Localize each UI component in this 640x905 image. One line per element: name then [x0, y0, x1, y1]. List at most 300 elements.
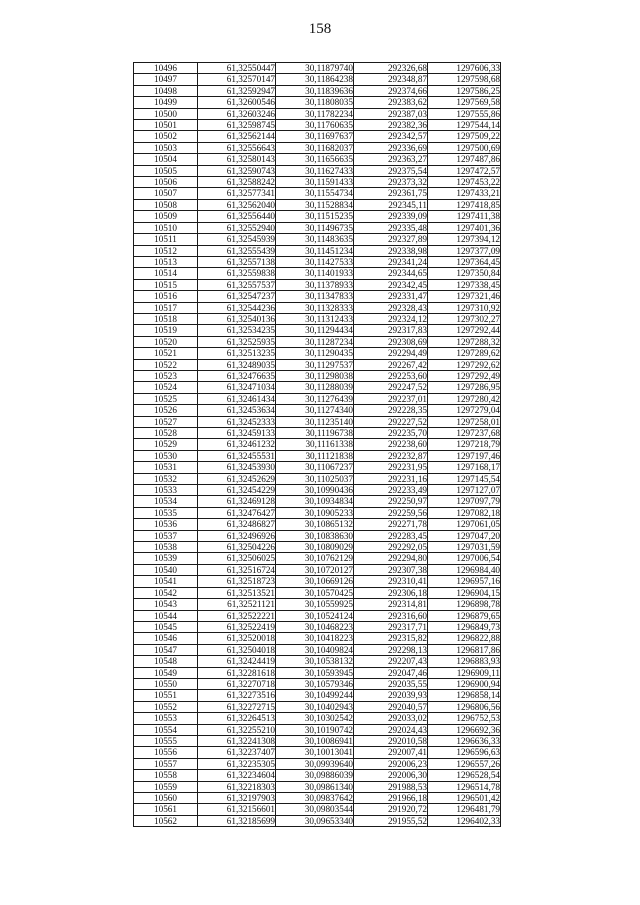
table-row — [134, 644, 501, 655]
coord-x-cell: 292345,11 — [354, 199, 428, 210]
coord-y-cell: 1297280,42 — [428, 393, 501, 404]
coord-y-cell: 1296883,93 — [428, 656, 501, 667]
latitude-cell: 61,32592947 — [198, 85, 276, 96]
table-row — [134, 462, 501, 473]
table-row — [134, 108, 501, 119]
longitude-cell: 30,11760635 — [276, 120, 354, 131]
longitude-cell: 30,11297537 — [276, 359, 354, 370]
longitude-cell: 30,09886039 — [276, 770, 354, 781]
longitude-cell: 30,11290435 — [276, 348, 354, 359]
latitude-cell: 61,32273516 — [198, 690, 276, 701]
latitude-cell: 61,32469128 — [198, 496, 276, 507]
coord-x-cell: 292267,42 — [354, 359, 428, 370]
latitude-cell: 61,32522221 — [198, 610, 276, 621]
point-number-cell: 10551 — [134, 690, 198, 701]
point-number-cell: 10560 — [134, 793, 198, 804]
latitude-cell: 61,32496926 — [198, 530, 276, 541]
longitude-cell: 30,11235140 — [276, 416, 354, 427]
table-row — [134, 599, 501, 610]
coord-x-cell: 292316,60 — [354, 610, 428, 621]
latitude-cell: 61,32235305 — [198, 758, 276, 769]
coord-x-cell: 292335,48 — [354, 222, 428, 233]
point-number-cell: 10497 — [134, 74, 198, 85]
longitude-cell: 30,09861340 — [276, 781, 354, 792]
point-number-cell: 10554 — [134, 724, 198, 735]
coord-y-cell: 1297377,09 — [428, 245, 501, 256]
coord-x-cell: 292253,60 — [354, 370, 428, 381]
latitude-cell: 61,32547237 — [198, 291, 276, 302]
point-number-cell: 10545 — [134, 621, 198, 632]
table-row — [134, 428, 501, 439]
point-number-cell: 10548 — [134, 656, 198, 667]
latitude-cell: 61,32461434 — [198, 393, 276, 404]
point-number-cell: 10522 — [134, 359, 198, 370]
latitude-cell: 61,32525935 — [198, 336, 276, 347]
coord-x-cell: 292006,30 — [354, 770, 428, 781]
longitude-cell: 30,11161338 — [276, 439, 354, 450]
table-row — [134, 165, 501, 176]
table-row — [134, 370, 501, 381]
latitude-cell: 61,32521121 — [198, 599, 276, 610]
longitude-cell: 30,09653340 — [276, 815, 354, 826]
coord-x-cell: 292040,57 — [354, 701, 428, 712]
point-number-cell: 10515 — [134, 279, 198, 290]
coord-y-cell: 1296806,56 — [428, 701, 501, 712]
point-number-cell: 10505 — [134, 165, 198, 176]
coord-x-cell: 292007,41 — [354, 747, 428, 758]
longitude-cell: 30,11554734 — [276, 188, 354, 199]
coord-x-cell: 292283,45 — [354, 530, 428, 541]
coord-y-cell: 1297606,33 — [428, 63, 501, 74]
coord-y-cell: 1297127,07 — [428, 485, 501, 496]
latitude-cell: 61,32486827 — [198, 519, 276, 530]
coord-y-cell: 1297364,45 — [428, 256, 501, 267]
latitude-cell: 61,32516724 — [198, 564, 276, 575]
coord-y-cell: 1297569,58 — [428, 97, 501, 108]
coord-x-cell: 292314,81 — [354, 599, 428, 610]
latitude-cell: 61,32562144 — [198, 131, 276, 142]
coord-y-cell: 1297289,62 — [428, 348, 501, 359]
table-row — [134, 758, 501, 769]
table-row — [134, 519, 501, 530]
coord-x-cell: 292227,52 — [354, 416, 428, 427]
latitude-cell: 61,32603246 — [198, 108, 276, 119]
latitude-cell: 61,32504018 — [198, 644, 276, 655]
table-row — [134, 678, 501, 689]
point-number-cell: 10514 — [134, 268, 198, 279]
latitude-cell: 61,32598745 — [198, 120, 276, 131]
table-row — [134, 553, 501, 564]
latitude-cell: 61,32504226 — [198, 542, 276, 553]
longitude-cell: 30,10559925 — [276, 599, 354, 610]
table-row — [134, 450, 501, 461]
point-number-cell: 10535 — [134, 507, 198, 518]
coord-x-cell: 292374,66 — [354, 85, 428, 96]
coord-x-cell: 292307,38 — [354, 564, 428, 575]
coord-y-cell: 1296528,54 — [428, 770, 501, 781]
table-row — [134, 63, 501, 74]
longitude-cell: 30,11627433 — [276, 165, 354, 176]
point-number-cell: 10549 — [134, 667, 198, 678]
coord-y-cell: 1297350,84 — [428, 268, 501, 279]
point-number-cell: 10550 — [134, 678, 198, 689]
table-row — [134, 279, 501, 290]
latitude-cell: 61,32506025 — [198, 553, 276, 564]
longitude-cell: 30,11591433 — [276, 177, 354, 188]
latitude-cell: 61,32454229 — [198, 485, 276, 496]
latitude-cell: 61,32562040 — [198, 199, 276, 210]
longitude-cell: 30,11067237 — [276, 462, 354, 473]
latitude-cell: 61,32218303 — [198, 781, 276, 792]
table-row — [134, 621, 501, 632]
longitude-cell: 30,10190742 — [276, 724, 354, 735]
coord-x-cell: 292233,49 — [354, 485, 428, 496]
coord-y-cell: 1296514,78 — [428, 781, 501, 792]
coord-y-cell: 1297586,25 — [428, 85, 501, 96]
table-row — [134, 530, 501, 541]
longitude-cell: 30,11697637 — [276, 131, 354, 142]
latitude-cell: 61,32452333 — [198, 416, 276, 427]
point-number-cell: 10553 — [134, 713, 198, 724]
latitude-cell: 61,32471034 — [198, 382, 276, 393]
point-number-cell: 10503 — [134, 142, 198, 153]
latitude-cell: 61,32570147 — [198, 74, 276, 85]
latitude-cell: 61,32518723 — [198, 576, 276, 587]
table-row — [134, 781, 501, 792]
table-row — [134, 336, 501, 347]
point-number-cell: 10531 — [134, 462, 198, 473]
latitude-cell: 61,32476635 — [198, 370, 276, 381]
longitude-cell: 30,11808035 — [276, 97, 354, 108]
coord-x-cell: 292331,47 — [354, 291, 428, 302]
latitude-cell: 61,32452629 — [198, 473, 276, 484]
longitude-cell: 30,11427533 — [276, 256, 354, 267]
longitude-cell: 30,10579346 — [276, 678, 354, 689]
coord-x-cell: 291988,53 — [354, 781, 428, 792]
longitude-cell: 30,11378933 — [276, 279, 354, 290]
longitude-cell: 30,11515235 — [276, 211, 354, 222]
table-row — [134, 576, 501, 587]
point-number-cell: 10559 — [134, 781, 198, 792]
coord-x-cell: 292232,87 — [354, 450, 428, 461]
coord-x-cell: 292271,78 — [354, 519, 428, 530]
coord-x-cell: 292308,69 — [354, 336, 428, 347]
table-row — [134, 747, 501, 758]
coordinate-table-body — [134, 63, 501, 827]
page-number: 158 — [308, 21, 332, 37]
latitude-cell: 61,32513235 — [198, 348, 276, 359]
coord-x-cell: 292373,32 — [354, 177, 428, 188]
table-row — [134, 473, 501, 484]
point-number-cell: 10543 — [134, 599, 198, 610]
point-number-cell: 10511 — [134, 234, 198, 245]
point-number-cell: 10538 — [134, 542, 198, 553]
coord-y-cell: 1297433,21 — [428, 188, 501, 199]
coord-y-cell: 1297401,36 — [428, 222, 501, 233]
table-row — [134, 222, 501, 233]
coord-x-cell: 292317,71 — [354, 621, 428, 632]
longitude-cell: 30,10905233 — [276, 507, 354, 518]
coord-x-cell: 292039,93 — [354, 690, 428, 701]
coord-x-cell: 292348,87 — [354, 74, 428, 85]
point-number-cell: 10517 — [134, 302, 198, 313]
point-number-cell: 10507 — [134, 188, 198, 199]
coord-x-cell: 292238,60 — [354, 439, 428, 450]
coord-x-cell: 292324,12 — [354, 313, 428, 324]
longitude-cell: 30,10934834 — [276, 496, 354, 507]
coord-y-cell: 1296692,36 — [428, 724, 501, 735]
longitude-cell: 30,10086941 — [276, 735, 354, 746]
table-row — [134, 735, 501, 746]
coord-x-cell: 292344,65 — [354, 268, 428, 279]
coord-y-cell: 1296849,73 — [428, 621, 501, 632]
point-number-cell: 10521 — [134, 348, 198, 359]
table-row — [134, 188, 501, 199]
coord-x-cell: 292326,68 — [354, 63, 428, 74]
coord-y-cell: 1297168,17 — [428, 462, 501, 473]
table-row — [134, 234, 501, 245]
coord-y-cell: 1297500,69 — [428, 142, 501, 153]
latitude-cell: 61,32489035 — [198, 359, 276, 370]
latitude-cell: 61,32270718 — [198, 678, 276, 689]
coord-y-cell: 1296900,94 — [428, 678, 501, 689]
point-number-cell: 10527 — [134, 416, 198, 427]
coord-x-cell: 292207,43 — [354, 656, 428, 667]
longitude-cell: 30,09939640 — [276, 758, 354, 769]
table-row — [134, 97, 501, 108]
coord-y-cell: 1297279,04 — [428, 405, 501, 416]
point-number-cell: 10519 — [134, 325, 198, 336]
coord-y-cell: 1297544,14 — [428, 120, 501, 131]
longitude-cell: 30,10468223 — [276, 621, 354, 632]
point-number-cell: 10513 — [134, 256, 198, 267]
table-row — [134, 496, 501, 507]
coord-x-cell: 291955,52 — [354, 815, 428, 826]
table-row — [134, 485, 501, 496]
coord-y-cell: 1297286,95 — [428, 382, 501, 393]
coord-x-cell: 292294,80 — [354, 553, 428, 564]
coord-x-cell: 292231,16 — [354, 473, 428, 484]
table-row — [134, 564, 501, 575]
latitude-cell: 61,32185699 — [198, 815, 276, 826]
latitude-cell: 61,32550447 — [198, 63, 276, 74]
coord-x-cell: 292250,97 — [354, 496, 428, 507]
point-number-cell: 10508 — [134, 199, 198, 210]
longitude-cell: 30,10762129 — [276, 553, 354, 564]
table-row — [134, 74, 501, 85]
longitude-cell: 30,10499244 — [276, 690, 354, 701]
table-row — [134, 85, 501, 96]
point-number-cell: 10526 — [134, 405, 198, 416]
coord-x-cell: 292235,70 — [354, 428, 428, 439]
longitude-cell: 30,10013041 — [276, 747, 354, 758]
point-number-cell: 10504 — [134, 154, 198, 165]
point-number-cell: 10502 — [134, 131, 198, 142]
longitude-cell: 30,11288039 — [276, 382, 354, 393]
table-row — [134, 542, 501, 553]
coord-y-cell: 1297453,22 — [428, 177, 501, 188]
point-number-cell: 10518 — [134, 313, 198, 324]
latitude-cell: 61,32453930 — [198, 462, 276, 473]
coord-x-cell: 292317,83 — [354, 325, 428, 336]
table-row — [134, 793, 501, 804]
longitude-cell: 30,11656635 — [276, 154, 354, 165]
coord-x-cell: 292327,89 — [354, 234, 428, 245]
coord-y-cell: 1296984,40 — [428, 564, 501, 575]
point-number-cell: 10540 — [134, 564, 198, 575]
longitude-cell: 30,11328333 — [276, 302, 354, 313]
table-row — [134, 439, 501, 450]
coord-y-cell: 1297509,22 — [428, 131, 501, 142]
longitude-cell: 30,10990436 — [276, 485, 354, 496]
coord-x-cell: 292228,35 — [354, 405, 428, 416]
latitude-cell: 61,32241308 — [198, 735, 276, 746]
latitude-cell: 61,32540136 — [198, 313, 276, 324]
coord-y-cell: 1296957,16 — [428, 576, 501, 587]
table-row — [134, 325, 501, 336]
latitude-cell: 61,32556440 — [198, 211, 276, 222]
coord-x-cell: 292231,95 — [354, 462, 428, 473]
coord-y-cell: 1296858,14 — [428, 690, 501, 701]
coord-x-cell: 292237,01 — [354, 393, 428, 404]
coord-y-cell: 1297394,12 — [428, 234, 501, 245]
longitude-cell: 30,11879740 — [276, 63, 354, 74]
coord-y-cell: 1296501,42 — [428, 793, 501, 804]
table-row — [134, 633, 501, 644]
coord-x-cell: 292336,69 — [354, 142, 428, 153]
table-row — [134, 154, 501, 165]
coord-x-cell: 292341,24 — [354, 256, 428, 267]
coord-y-cell: 1296481,79 — [428, 804, 501, 815]
longitude-cell: 30,10302542 — [276, 713, 354, 724]
longitude-cell: 30,11347833 — [276, 291, 354, 302]
latitude-cell: 61,32600546 — [198, 97, 276, 108]
longitude-cell: 30,11274340 — [276, 405, 354, 416]
coord-y-cell: 1297310,92 — [428, 302, 501, 313]
longitude-cell: 30,11298038 — [276, 370, 354, 381]
point-number-cell: 10520 — [134, 336, 198, 347]
coord-y-cell: 1297061,05 — [428, 519, 501, 530]
point-number-cell: 10498 — [134, 85, 198, 96]
latitude-cell: 61,32476427 — [198, 507, 276, 518]
latitude-cell: 61,32459133 — [198, 428, 276, 439]
coord-y-cell: 1297418,85 — [428, 199, 501, 210]
latitude-cell: 61,32557138 — [198, 256, 276, 267]
longitude-cell: 30,10402943 — [276, 701, 354, 712]
point-number-cell: 10525 — [134, 393, 198, 404]
table-row — [134, 313, 501, 324]
table-row — [134, 667, 501, 678]
coord-x-cell: 292363,27 — [354, 154, 428, 165]
longitude-cell: 30,11483635 — [276, 234, 354, 245]
longitude-cell: 30,11294434 — [276, 325, 354, 336]
coord-y-cell: 1296904,15 — [428, 587, 501, 598]
latitude-cell: 61,32520018 — [198, 633, 276, 644]
coord-y-cell: 1297047,20 — [428, 530, 501, 541]
point-number-cell: 10561 — [134, 804, 198, 815]
coord-x-cell: 292294,49 — [354, 348, 428, 359]
longitude-cell: 30,11196738 — [276, 428, 354, 439]
coord-x-cell: 292259,56 — [354, 507, 428, 518]
latitude-cell: 61,32559838 — [198, 268, 276, 279]
table-row — [134, 770, 501, 781]
coord-x-cell: 292328,43 — [354, 302, 428, 313]
point-number-cell: 10524 — [134, 382, 198, 393]
table-row — [134, 587, 501, 598]
longitude-cell: 30,11312433 — [276, 313, 354, 324]
point-number-cell: 10537 — [134, 530, 198, 541]
coord-x-cell: 292010,58 — [354, 735, 428, 746]
coord-y-cell: 1297487,86 — [428, 154, 501, 165]
coord-y-cell: 1297338,45 — [428, 279, 501, 290]
latitude-cell: 61,32197903 — [198, 793, 276, 804]
coord-y-cell: 1297097,79 — [428, 496, 501, 507]
point-number-cell: 10523 — [134, 370, 198, 381]
point-number-cell: 10562 — [134, 815, 198, 826]
table-row — [134, 393, 501, 404]
latitude-cell: 61,32455531 — [198, 450, 276, 461]
longitude-cell: 30,11782234 — [276, 108, 354, 119]
point-number-cell: 10541 — [134, 576, 198, 587]
coord-x-cell: 292033,02 — [354, 713, 428, 724]
longitude-cell: 30,11496735 — [276, 222, 354, 233]
longitude-cell: 30,11528834 — [276, 199, 354, 210]
longitude-cell: 30,11451234 — [276, 245, 354, 256]
latitude-cell: 61,32461232 — [198, 439, 276, 450]
table-row — [134, 690, 501, 701]
table-row — [134, 268, 501, 279]
latitude-cell: 61,32255210 — [198, 724, 276, 735]
point-number-cell: 10536 — [134, 519, 198, 530]
coord-x-cell: 292035,55 — [354, 678, 428, 689]
longitude-cell: 30,10524124 — [276, 610, 354, 621]
coord-y-cell: 1296402,33 — [428, 815, 501, 826]
longitude-cell: 30,10570425 — [276, 587, 354, 598]
longitude-cell: 30,10538132 — [276, 656, 354, 667]
table-row — [134, 199, 501, 210]
latitude-cell: 61,32424419 — [198, 656, 276, 667]
latitude-cell: 61,32264513 — [198, 713, 276, 724]
table-row — [134, 656, 501, 667]
table-row — [134, 416, 501, 427]
coord-y-cell: 1296879,65 — [428, 610, 501, 621]
coord-y-cell: 1296822,88 — [428, 633, 501, 644]
longitude-cell: 30,11682037 — [276, 142, 354, 153]
point-number-cell: 10555 — [134, 735, 198, 746]
coord-x-cell: 292315,82 — [354, 633, 428, 644]
point-number-cell: 10528 — [134, 428, 198, 439]
longitude-cell: 30,11839636 — [276, 85, 354, 96]
point-number-cell: 10512 — [134, 245, 198, 256]
coord-y-cell: 1297031,59 — [428, 542, 501, 553]
coord-x-cell: 291920,72 — [354, 804, 428, 815]
point-number-cell: 10558 — [134, 770, 198, 781]
table-row — [134, 142, 501, 153]
coord-y-cell: 1297218,79 — [428, 439, 501, 450]
latitude-cell: 61,32544236 — [198, 302, 276, 313]
table-row — [134, 177, 501, 188]
longitude-cell: 30,10838630 — [276, 530, 354, 541]
coord-y-cell: 1297197,46 — [428, 450, 501, 461]
coord-x-cell: 292361,75 — [354, 188, 428, 199]
longitude-cell: 30,11401933 — [276, 268, 354, 279]
coord-x-cell: 292375,54 — [354, 165, 428, 176]
coord-x-cell: 292310,41 — [354, 576, 428, 587]
coord-y-cell: 1297302,27 — [428, 313, 501, 324]
coord-y-cell: 1296596,63 — [428, 747, 501, 758]
coordinate-table — [133, 62, 501, 827]
point-number-cell: 10539 — [134, 553, 198, 564]
